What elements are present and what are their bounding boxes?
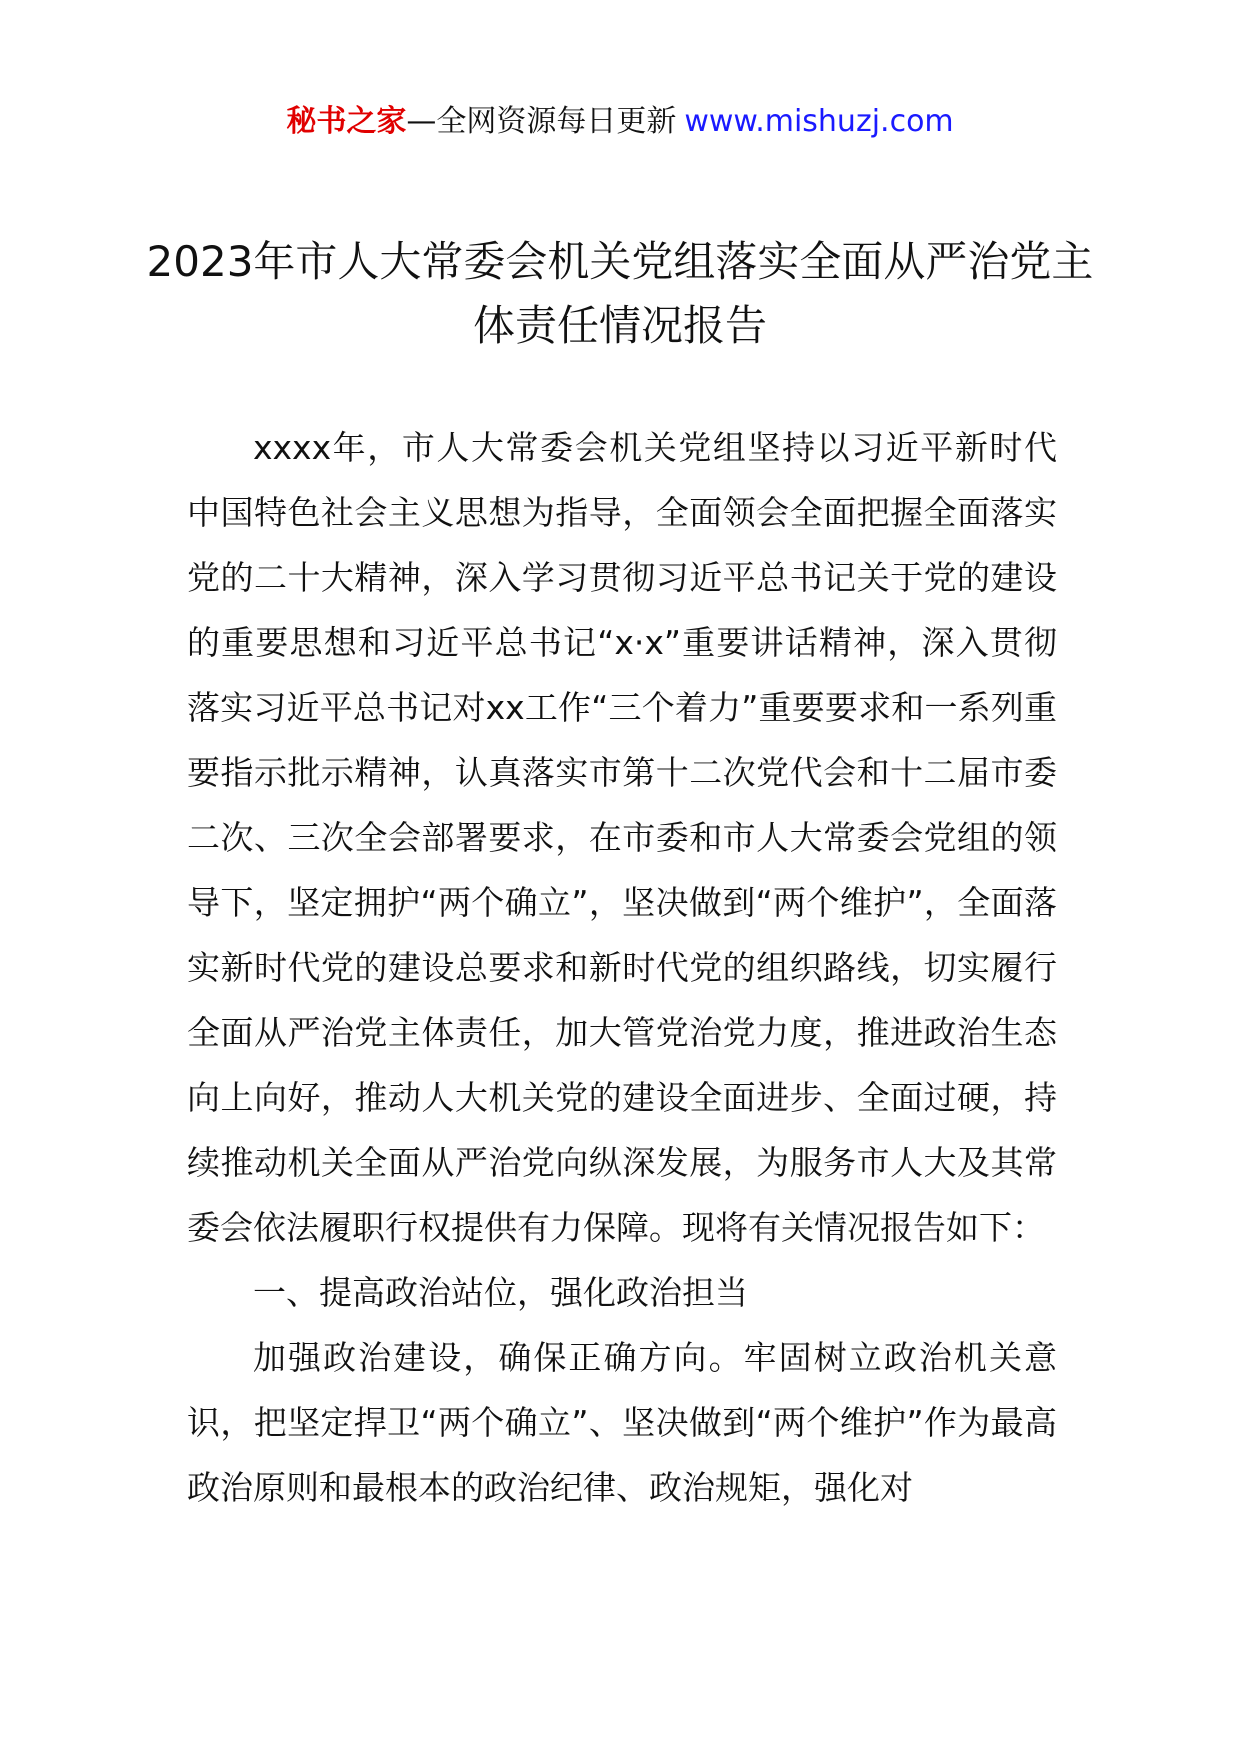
section-heading: 一、提高政治站位，强化政治担当 (253, 1273, 748, 1312)
intro-paragraph: xxxx年，市人大常委会机关党组坚持以习近平新时代中国特色社会主义思想为指导，全面领会全面把握全面落实党的二十大精神，深入学习贯彻习近平总书记关于党的建设的重要思想和习近平总书记“x·x”重要讲话精神，深入贯彻落实习近平总书记对xx工作“三个着力”重要要求和一系列重要指示批示精神，认真落实市第十二次党代会和十二届市委二次、三次全会部署要求，在市委和市人大常委会党组的领导下，坚定拥护“两个确立”，坚决做到“两个维护”，全面落实新时代党的建设总要求和新时代党的组织路线，切实履行全面从严治党主体责任，加大管党治党力度，推进政治生态向上向好，推动人大机关党的建设全面进步、全面过硬，持续推动机关全面从严治党向纵深发展，为服务市人大及其常委会依法履职行权提供有力保障。现将有关情况报告如下： (187, 428, 1057, 1247)
section-paragraph: 加强政治建设，确保正确方向。牢固树立政治机关意识，把坚定捍卫“两个确立”、坚决做到“两个维护”作为最高政治原则和最根本的政治纪律、政治规矩，强化对 (187, 1338, 1057, 1507)
site-header (0, 100, 1240, 144)
site-brand: 秘书之家 (286, 104, 407, 139)
site-url-link[interactable]: www.mishuzj.com (684, 104, 954, 139)
document-title: 2023年市人大常委会机关党组落实全面从严治党主体责任情况报告 (146, 237, 1094, 350)
document-body (187, 415, 1057, 1520)
site-tagline: —全网资源每日更新 (406, 104, 677, 139)
